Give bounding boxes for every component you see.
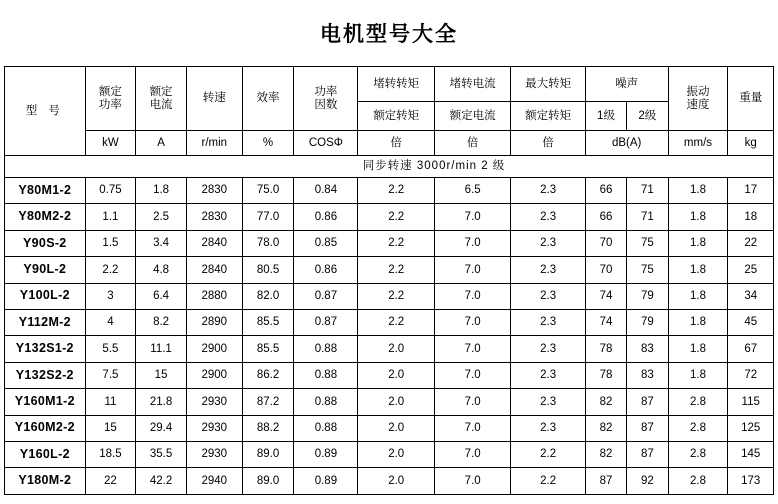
cell-efficiency: 78.0: [242, 230, 294, 256]
cell-max-torque: 2.3: [511, 178, 585, 204]
cell-locked-current: 7.0: [434, 389, 510, 415]
unit-power: kW: [85, 131, 136, 156]
cell-power: 22: [85, 468, 136, 494]
cell-speed: 2930: [186, 389, 242, 415]
cell-weight: 145: [728, 441, 774, 467]
header-noise-level1: 1级: [585, 102, 626, 131]
cell-locked-torque: 2.0: [358, 389, 434, 415]
cell-noise-1: 70: [585, 257, 626, 283]
cell-max-torque: 2.3: [511, 415, 585, 441]
unit-locked-torque: 倍: [358, 131, 434, 156]
cell-power-factor: 0.86: [294, 257, 358, 283]
cell-weight: 25: [728, 257, 774, 283]
cell-locked-torque: 2.2: [358, 257, 434, 283]
header-row-units: [5, 131, 774, 156]
cell-speed: 2900: [186, 336, 242, 362]
unit-locked-current: 倍: [434, 131, 510, 156]
cell-noise-2: 92: [627, 468, 668, 494]
cell-weight: 22: [728, 230, 774, 256]
cell-power: 0.75: [85, 178, 136, 204]
cell-noise-2: 71: [627, 178, 668, 204]
header-locked-torque: 堵转转矩: [358, 67, 434, 102]
cell-efficiency: 89.0: [242, 441, 294, 467]
unit-max-torque: 倍: [511, 131, 585, 156]
cell-noise-1: 78: [585, 362, 626, 388]
cell-vibration: 1.8: [668, 309, 728, 335]
cell-locked-current: 7.0: [434, 336, 510, 362]
cell-weight: 115: [728, 389, 774, 415]
cell-efficiency: 86.2: [242, 362, 294, 388]
cell-speed: 2840: [186, 230, 242, 256]
cell-noise-1: 70: [585, 230, 626, 256]
cell-weight: 34: [728, 283, 774, 309]
cell-efficiency: 77.0: [242, 204, 294, 230]
cell-noise-1: 87: [585, 468, 626, 494]
cell-current: 2.5: [136, 204, 187, 230]
cell-max-torque: 2.2: [511, 468, 585, 494]
table-row: [5, 204, 774, 230]
cell-current: 11.1: [136, 336, 187, 362]
page-title: 电机型号大全: [320, 23, 458, 46]
cell-model: Y80M2-2: [5, 204, 86, 230]
cell-noise-2: 75: [627, 257, 668, 283]
cell-max-torque: 2.3: [511, 257, 585, 283]
header-power-factor: 功率 因数: [294, 67, 358, 131]
cell-vibration: 1.8: [668, 178, 728, 204]
header-vibration: 振动 速度: [668, 67, 728, 131]
table-row: [5, 389, 774, 415]
table-row: [5, 336, 774, 362]
cell-power: 1.5: [85, 230, 136, 256]
cell-current: 3.4: [136, 230, 187, 256]
cell-current: 1.8: [136, 178, 187, 204]
cell-model: Y80M1-2: [5, 178, 86, 204]
cell-noise-2: 79: [627, 309, 668, 335]
cell-speed: 2900: [186, 362, 242, 388]
cell-power-factor: 0.87: [294, 309, 358, 335]
header-row-primary: [5, 67, 774, 102]
cell-vibration: 2.8: [668, 441, 728, 467]
table-row: [5, 283, 774, 309]
cell-locked-torque: 2.2: [358, 309, 434, 335]
cell-noise-1: 74: [585, 309, 626, 335]
cell-locked-torque: 2.0: [358, 336, 434, 362]
table-row: [5, 415, 774, 441]
table-row: [5, 230, 774, 256]
cell-model: Y112M-2: [5, 309, 86, 335]
section-label-cell: [5, 156, 774, 178]
cell-power: 7.5: [85, 362, 136, 388]
cell-locked-current: 7.0: [434, 362, 510, 388]
header-rated-current: 额定 电流: [136, 67, 187, 131]
cell-power-factor: 0.85: [294, 230, 358, 256]
table-row: [5, 441, 774, 467]
unit-power-factor: COSΦ: [294, 131, 358, 156]
cell-vibration: 1.8: [668, 283, 728, 309]
cell-power: 18.5: [85, 441, 136, 467]
cell-speed: 2880: [186, 283, 242, 309]
cell-locked-current: 7.0: [434, 415, 510, 441]
header-rated-power: 额定 功率: [85, 67, 136, 131]
unit-noise: dB(A): [585, 131, 668, 156]
cell-weight: 17: [728, 178, 774, 204]
cell-efficiency: 80.5: [242, 257, 294, 283]
cell-weight: 67: [728, 336, 774, 362]
cell-noise-1: 78: [585, 336, 626, 362]
cell-max-torque: 2.2: [511, 441, 585, 467]
cell-speed: 2830: [186, 204, 242, 230]
header-locked-current: 堵转电流: [434, 67, 510, 102]
cell-power-factor: 0.88: [294, 389, 358, 415]
cell-locked-current: 7.0: [434, 257, 510, 283]
cell-power-factor: 0.84: [294, 178, 358, 204]
cell-vibration: 1.8: [668, 257, 728, 283]
cell-locked-torque: 2.0: [358, 415, 434, 441]
cell-noise-2: 87: [627, 415, 668, 441]
cell-efficiency: 87.2: [242, 389, 294, 415]
header-max-torque: 最大转矩: [511, 67, 585, 102]
cell-locked-torque: 2.2: [358, 283, 434, 309]
cell-noise-2: 87: [627, 389, 668, 415]
cell-model: Y132S1-2: [5, 336, 86, 362]
cell-model: Y90L-2: [5, 257, 86, 283]
cell-speed: 2940: [186, 468, 242, 494]
cell-power: 15: [85, 415, 136, 441]
cell-noise-2: 87: [627, 441, 668, 467]
cell-max-torque: 2.3: [511, 336, 585, 362]
cell-current: 4.8: [136, 257, 187, 283]
cell-model: Y160M2-2: [5, 415, 86, 441]
table-row: [5, 257, 774, 283]
cell-max-torque: 2.3: [511, 283, 585, 309]
header-model: 型 号: [5, 67, 86, 156]
cell-power: 3: [85, 283, 136, 309]
cell-speed: 2930: [186, 441, 242, 467]
cell-max-torque: 2.3: [511, 230, 585, 256]
cell-current: 6.4: [136, 283, 187, 309]
header-weight: 重量: [728, 67, 774, 131]
cell-efficiency: 85.5: [242, 309, 294, 335]
cell-max-torque: 2.3: [511, 362, 585, 388]
cell-vibration: 1.8: [668, 336, 728, 362]
cell-power-factor: 0.87: [294, 283, 358, 309]
cell-power: 4: [85, 309, 136, 335]
cell-power: 1.1: [85, 204, 136, 230]
cell-power-factor: 0.88: [294, 362, 358, 388]
cell-max-torque: 2.3: [511, 204, 585, 230]
cell-current: 8.2: [136, 309, 187, 335]
unit-speed: r/min: [186, 131, 242, 156]
header-max-torque-sub: 额定转矩: [511, 102, 585, 131]
cell-speed: 2890: [186, 309, 242, 335]
cell-model: Y132S2-2: [5, 362, 86, 388]
cell-locked-current: 7.0: [434, 230, 510, 256]
cell-vibration: 1.8: [668, 204, 728, 230]
cell-efficiency: 82.0: [242, 283, 294, 309]
header-locked-torque-sub: 额定转矩: [358, 102, 434, 131]
cell-current: 29.4: [136, 415, 187, 441]
cell-noise-1: 82: [585, 441, 626, 467]
cell-locked-current: 7.0: [434, 441, 510, 467]
cell-locked-torque: 2.0: [358, 468, 434, 494]
cell-efficiency: 89.0: [242, 468, 294, 494]
cell-speed: 2840: [186, 257, 242, 283]
table-row: [5, 362, 774, 388]
cell-max-torque: 2.3: [511, 309, 585, 335]
cell-vibration: 2.8: [668, 415, 728, 441]
header-speed: 转速: [186, 67, 242, 131]
cell-noise-2: 71: [627, 204, 668, 230]
cell-locked-torque: 2.0: [358, 362, 434, 388]
header-noise-level2: 2级: [627, 102, 668, 131]
cell-vibration: 2.8: [668, 468, 728, 494]
cell-noise-2: 83: [627, 336, 668, 362]
cell-current: 35.5: [136, 441, 187, 467]
cell-locked-torque: 2.0: [358, 441, 434, 467]
cell-current: 21.8: [136, 389, 187, 415]
cell-speed: 2830: [186, 178, 242, 204]
unit-efficiency: %: [242, 131, 294, 156]
table-row: [5, 468, 774, 494]
cell-power: 2.2: [85, 257, 136, 283]
cell-power-factor: 0.86: [294, 204, 358, 230]
cell-weight: 173: [728, 468, 774, 494]
header-noise: 噪声: [585, 67, 668, 102]
cell-locked-current: 7.0: [434, 309, 510, 335]
cell-efficiency: 75.0: [242, 178, 294, 204]
motor-spec-table: [4, 66, 774, 495]
cell-power-factor: 0.88: [294, 336, 358, 362]
cell-noise-1: 66: [585, 204, 626, 230]
cell-current: 15: [136, 362, 187, 388]
cell-weight: 45: [728, 309, 774, 335]
section-header-row: [5, 156, 774, 178]
cell-weight: 18: [728, 204, 774, 230]
cell-locked-torque: 2.2: [358, 204, 434, 230]
cell-efficiency: 85.5: [242, 336, 294, 362]
cell-model: Y180M-2: [5, 468, 86, 494]
cell-locked-torque: 2.2: [358, 178, 434, 204]
cell-noise-2: 79: [627, 283, 668, 309]
cell-power-factor: 0.88: [294, 415, 358, 441]
cell-efficiency: 88.2: [242, 415, 294, 441]
cell-noise-1: 82: [585, 389, 626, 415]
cell-power-factor: 0.89: [294, 468, 358, 494]
cell-weight: 72: [728, 362, 774, 388]
header-efficiency: 效率: [242, 67, 294, 131]
table-row: [5, 309, 774, 335]
table-row: [5, 178, 774, 204]
cell-locked-current: 7.0: [434, 283, 510, 309]
cell-current: 42.2: [136, 468, 187, 494]
cell-speed: 2930: [186, 415, 242, 441]
cell-model: Y160M1-2: [5, 389, 86, 415]
cell-model: Y160L-2: [5, 441, 86, 467]
cell-noise-1: 82: [585, 415, 626, 441]
cell-noise-2: 75: [627, 230, 668, 256]
cell-max-torque: 2.3: [511, 389, 585, 415]
cell-noise-1: 74: [585, 283, 626, 309]
cell-vibration: 1.8: [668, 362, 728, 388]
cell-weight: 125: [728, 415, 774, 441]
cell-locked-current: 7.0: [434, 468, 510, 494]
cell-locked-current: 7.0: [434, 204, 510, 230]
cell-power: 5.5: [85, 336, 136, 362]
cell-locked-current: 6.5: [434, 178, 510, 204]
section-label: 同步转速 3000r/min 2 级: [362, 160, 506, 173]
unit-current: A: [136, 131, 187, 156]
cell-vibration: 2.8: [668, 389, 728, 415]
cell-model: Y90S-2: [5, 230, 86, 256]
cell-locked-torque: 2.2: [358, 230, 434, 256]
unit-weight: kg: [728, 131, 774, 156]
cell-model: Y100L-2: [5, 283, 86, 309]
cell-power-factor: 0.89: [294, 441, 358, 467]
unit-vibration: mm/s: [668, 131, 728, 156]
cell-noise-2: 83: [627, 362, 668, 388]
header-locked-current-sub: 额定电流: [434, 102, 510, 131]
cell-vibration: 1.8: [668, 230, 728, 256]
cell-power: 11: [85, 389, 136, 415]
cell-noise-1: 66: [585, 178, 626, 204]
